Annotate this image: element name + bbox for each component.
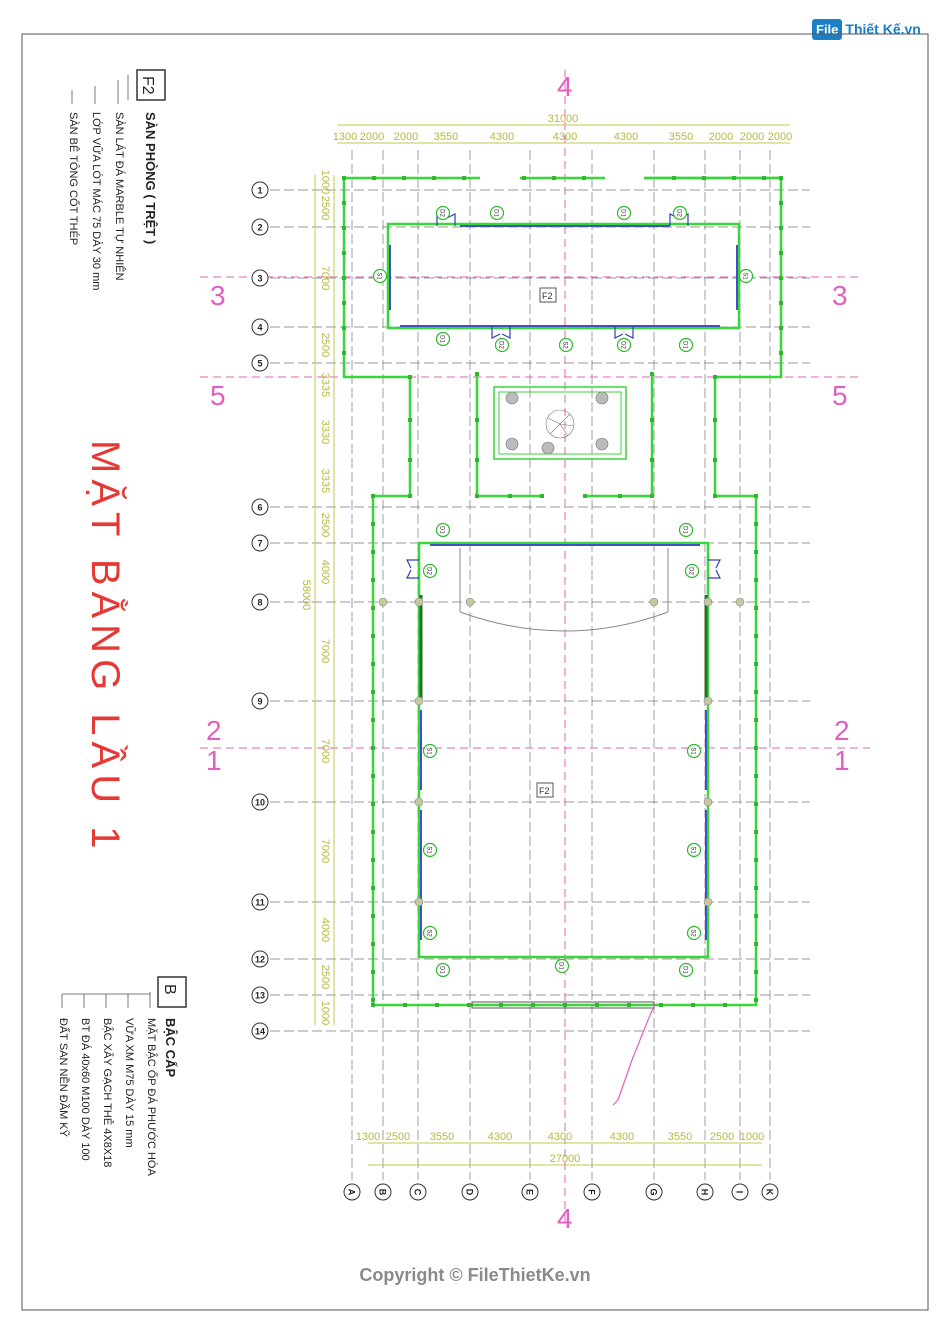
door-tag: D1 <box>619 209 626 217</box>
col-axis-label: D <box>464 1188 475 1196</box>
column-dot <box>779 351 783 355</box>
tree <box>506 438 518 450</box>
column-dot <box>371 970 375 974</box>
door-window-tags <box>374 207 753 977</box>
row-axis-label: 11 <box>255 897 265 908</box>
column-dot <box>595 1003 599 1007</box>
section-label-top: 4 <box>557 71 573 102</box>
column-marker <box>415 598 423 606</box>
col-axis-label: G <box>648 1188 659 1196</box>
column-marker <box>415 898 423 906</box>
column-dot <box>779 276 783 280</box>
column-marker <box>704 798 712 806</box>
column-dot <box>563 1003 567 1007</box>
col-axis-label: K <box>764 1188 775 1196</box>
door-tag: D1 <box>557 962 564 970</box>
column-dot <box>475 494 479 498</box>
column-dot <box>754 550 758 554</box>
column-dot <box>713 375 717 379</box>
column-dot <box>371 1003 375 1007</box>
row-axis-label: 8 <box>257 597 263 608</box>
lower-hall-wall <box>419 543 708 957</box>
column-dot <box>408 494 412 498</box>
column-dot <box>650 372 654 376</box>
section-label-1-right: 1 <box>834 745 850 776</box>
row-axis-label: 13 <box>254 990 266 1001</box>
tree <box>596 438 608 450</box>
column-dot <box>342 201 346 205</box>
copyright-text: Copyright © FileThietKe.vn <box>359 1265 591 1285</box>
column-dot <box>475 458 479 462</box>
side-dim-segment: 1000 <box>319 1000 331 1026</box>
column-dot <box>408 458 412 462</box>
row-axis-label: 1 <box>257 185 263 196</box>
row-axis-label: 6 <box>257 502 263 513</box>
door-tag: D2 <box>438 209 445 217</box>
door-tag: D2 <box>497 341 504 349</box>
room-tag-upper: F2 <box>542 291 553 301</box>
column-dot <box>371 746 375 750</box>
column-dot <box>371 522 375 526</box>
top-dim-segment: 4300 <box>613 131 639 143</box>
column-dot <box>754 998 758 1002</box>
column-dot <box>754 802 758 806</box>
legend-step-layer-1: MẶT BẬC ỐP ĐÁ PHƯỚC HÒA <box>145 1018 157 1176</box>
column-dot <box>754 662 758 666</box>
legend-floor-title: SÀN PHÒNG ( TRỆT ) <box>143 112 158 245</box>
column-dot <box>371 606 375 610</box>
door-d2-hall-right <box>708 560 720 578</box>
column-marker <box>379 598 387 606</box>
door-tag: D1 <box>438 966 445 974</box>
column-dot <box>754 858 758 862</box>
legend-floor-layer-1: SÀN LÁT ĐÁ MARBLE TỰ NHIÊN <box>113 112 125 281</box>
bottom-dim-segment: 4300 <box>547 1131 573 1143</box>
courtyard-trees <box>506 392 608 454</box>
legend-floor-layer-3: SÀN BÊ TÔNG CỐT THÉP <box>67 112 79 246</box>
dimension-lines <box>315 125 793 1165</box>
room-tag-lower: F2 <box>539 786 550 796</box>
column-axis-bubbles <box>344 1184 778 1200</box>
top-dim-segment: 2000 <box>708 131 734 143</box>
column-dot <box>531 1003 535 1007</box>
window-tag: S2 <box>425 929 432 937</box>
column-dot <box>702 176 706 180</box>
column-dot <box>342 176 346 180</box>
column-dot <box>582 176 586 180</box>
column-dot <box>779 301 783 305</box>
column-marker <box>736 598 744 606</box>
section-label-2-left: 2 <box>206 715 222 746</box>
top-dim-segment: 4300 <box>489 131 515 143</box>
side-dim-segment: 4000 <box>319 917 331 943</box>
column-dot <box>371 858 375 862</box>
column-dot <box>779 226 783 230</box>
column-dot <box>754 606 758 610</box>
door-tag: D1 <box>438 335 445 343</box>
window-tag: S1 <box>741 272 748 280</box>
column-dot <box>691 1003 695 1007</box>
column-dot <box>467 1003 471 1007</box>
window-tag: S1 <box>689 747 696 755</box>
feature-tree-branches <box>548 414 574 436</box>
column-marker <box>415 697 423 705</box>
column-dot <box>779 251 783 255</box>
side-dim-segment: 2500 <box>319 195 331 221</box>
column-dot <box>672 176 676 180</box>
row-axis-label: 10 <box>254 797 266 808</box>
column-dot <box>762 176 766 180</box>
section-label-5-left: 5 <box>210 380 226 411</box>
row-axis-bubbles <box>252 182 268 1039</box>
bottom-dim-segment: 2500 <box>385 1131 411 1143</box>
side-dim-segment: 7000 <box>319 738 331 764</box>
row-axis-label: 9 <box>257 696 263 707</box>
side-dim-segment: 2500 <box>319 512 331 538</box>
column-dot <box>583 494 587 498</box>
door-tag: D2 <box>675 209 682 217</box>
column-dot <box>475 418 479 422</box>
top-dim-total: 31000 <box>547 113 579 125</box>
bottom-dim-segment: 3550 <box>667 1131 693 1143</box>
column-dot <box>650 458 654 462</box>
side-dim-segment: 2500 <box>319 964 331 990</box>
tree <box>596 392 608 404</box>
door-tag: D2 <box>687 567 694 575</box>
legend-step-title: BẬC CẤP <box>163 1018 178 1078</box>
col-axis-label: C <box>412 1188 423 1196</box>
door-tag: D2 <box>425 567 432 575</box>
top-dim-segment: 2000 <box>393 131 419 143</box>
tree <box>506 392 518 404</box>
side-dim-segment: 3330 <box>319 419 331 445</box>
column-dot <box>342 351 346 355</box>
window-tag: S1 <box>375 272 382 280</box>
column-dot <box>432 176 436 180</box>
column-dot <box>754 578 758 582</box>
top-dim-segment: 4300 <box>552 131 578 143</box>
column-dot <box>732 176 736 180</box>
column-dot <box>723 1003 727 1007</box>
column-dot <box>713 458 717 462</box>
side-dim-segment: 3335 <box>319 468 331 494</box>
bottom-dim-segment: 2500 <box>709 1131 735 1143</box>
door-d2-hall-left <box>407 560 419 578</box>
row-axis-label: 5 <box>257 358 263 369</box>
column-dot <box>462 176 466 180</box>
column-dot <box>342 226 346 230</box>
column-dot <box>371 914 375 918</box>
column-dot <box>754 914 758 918</box>
column-dot <box>342 326 346 330</box>
legend-step-code: B <box>161 984 178 995</box>
row-axis-label: 2 <box>257 222 263 233</box>
column-dot <box>371 634 375 638</box>
column-dot <box>754 634 758 638</box>
column-dot <box>371 690 375 694</box>
column-dot <box>371 830 375 834</box>
column-dot <box>618 494 622 498</box>
bottom-dim-total: 27000 <box>549 1153 581 1165</box>
row-axis-label: 14 <box>254 1026 266 1037</box>
column-dot <box>754 746 758 750</box>
column-dot <box>779 176 783 180</box>
column-dot <box>408 418 412 422</box>
legend-floor-code: F2 <box>139 76 156 95</box>
column-dot <box>342 301 346 305</box>
column-dot <box>475 372 479 376</box>
section-label-3-left: 3 <box>210 280 226 311</box>
column-dot <box>371 494 375 498</box>
column-dot <box>371 550 375 554</box>
section-markers <box>206 71 850 1234</box>
bottom-dim-segment: 3550 <box>429 1131 455 1143</box>
column-dot <box>372 176 376 180</box>
window-tag: S1 <box>425 747 432 755</box>
col-axis-label: H <box>699 1188 710 1196</box>
column-dot <box>754 774 758 778</box>
top-dim-segment: 3550 <box>433 131 459 143</box>
bottom-dim-segment: 4300 <box>609 1131 635 1143</box>
side-dim-segment: 7000 <box>319 638 331 664</box>
door-tag: D1 <box>681 966 688 974</box>
side-dim-total: 58000 <box>300 579 312 611</box>
window-tag: S2 <box>689 929 696 937</box>
column-dots <box>342 176 783 1007</box>
row-axis-label: 12 <box>254 954 266 965</box>
column-dot <box>659 1003 663 1007</box>
top-dim-segment: 2000 <box>739 131 765 143</box>
legend-floor <box>67 70 165 290</box>
logo-text: Thiết Kế.vn <box>845 21 921 37</box>
column-dot <box>552 176 556 180</box>
upper-room-wall <box>388 224 739 328</box>
row-axis-label: 4 <box>257 322 263 333</box>
legend-step-layer-4: BT ĐÁ 40x60 M100 DÀY 100 <box>79 1018 91 1161</box>
section-label-2-right: 2 <box>834 715 850 746</box>
column-dot <box>713 494 717 498</box>
column-marker <box>415 798 423 806</box>
column-dot <box>371 942 375 946</box>
column-dot <box>754 830 758 834</box>
column-dot <box>408 375 412 379</box>
column-dot <box>650 494 654 498</box>
top-dim-segment: 3550 <box>668 131 694 143</box>
drawing-title <box>83 440 129 854</box>
column-dot <box>779 201 783 205</box>
column-dot <box>754 522 758 526</box>
bottom-dim-segment: 1300 <box>355 1131 381 1143</box>
logo-mark: File <box>812 19 842 40</box>
legend-step-layer-5: ĐẤT SAN NỀN ĐẦM KỸ <box>57 1018 69 1137</box>
window-tag: S1 <box>689 846 696 854</box>
door-tag: D1 <box>681 341 688 349</box>
column-dot <box>522 176 526 180</box>
side-dim-segment: 7000 <box>319 838 331 864</box>
legend-floor-layer-2: LỚP VỮA LÓT MÁC 75 DÀY 30 mm <box>90 112 102 291</box>
legend-step-layer-2: VỮA XM M75 DÀY 15 mm <box>123 1018 135 1148</box>
column-marker <box>704 898 712 906</box>
column-dot <box>402 176 406 180</box>
column-dot <box>342 251 346 255</box>
walls <box>344 178 781 1005</box>
column-dot <box>403 1003 407 1007</box>
row-axis-label: 7 <box>257 538 263 549</box>
upper-block-outer-wall <box>344 178 781 1005</box>
column-dot <box>435 1003 439 1007</box>
column-dot <box>371 774 375 778</box>
column-dot <box>540 494 544 498</box>
column-dot <box>342 276 346 280</box>
column-dot <box>650 418 654 422</box>
side-dim-segment: 4000 <box>319 559 331 585</box>
top-dim-segment: 2000 <box>767 131 793 143</box>
window-tag: S1 <box>425 846 432 854</box>
section-label-3-right: 3 <box>832 280 848 311</box>
column-dot <box>371 998 375 1002</box>
col-axis-label: B <box>377 1188 388 1196</box>
column-dot <box>499 1003 503 1007</box>
column-marker <box>704 697 712 705</box>
door-tag: D1 <box>492 209 499 217</box>
legend-step-layer-3: BẬC XÂY GẠCH THẺ 4X8X18 <box>101 1018 113 1168</box>
column-dot <box>754 718 758 722</box>
column-dot <box>371 662 375 666</box>
doors <box>407 214 720 578</box>
bottom-dim-segment: 4300 <box>487 1131 513 1143</box>
column-dot <box>371 802 375 806</box>
section-label-5-right: 5 <box>832 380 848 411</box>
bottom-dim-segment: 1000 <box>739 1131 765 1143</box>
section-lines <box>200 70 870 1225</box>
column-dot <box>508 494 512 498</box>
column-dot <box>371 578 375 582</box>
door-tag: D2 <box>619 341 626 349</box>
top-dim-segment: 1300 <box>332 131 358 143</box>
side-dim-segment: 2500 <box>319 332 331 358</box>
tree <box>542 442 554 454</box>
column-marker <box>466 598 474 606</box>
col-axis-label: E <box>524 1188 535 1196</box>
column-dot <box>754 886 758 890</box>
door-tag: D1 <box>438 526 445 534</box>
column-dot <box>754 690 758 694</box>
side-dim-segment: 1000 <box>319 169 331 195</box>
column-dot <box>779 326 783 330</box>
column-marker <box>650 598 658 606</box>
side-dim-segment: 3335 <box>319 372 331 398</box>
column-dot <box>754 494 758 498</box>
column-dot <box>627 1003 631 1007</box>
legend-step <box>57 977 186 1176</box>
section-label-bottom: 4 <box>557 1203 573 1234</box>
col-axis-label: F <box>586 1189 597 1195</box>
side-dim-segment: 7000 <box>319 265 331 291</box>
column-dot <box>371 718 375 722</box>
section-label-1-left: 1 <box>206 745 222 776</box>
row-axis-label: 3 <box>257 273 263 284</box>
drawing-title-text: MẶT BẰNG LẦU 1 <box>83 440 127 855</box>
column-dot <box>754 970 758 974</box>
column-dot <box>371 886 375 890</box>
balcony-curve <box>460 612 668 631</box>
top-dim-segment: 2000 <box>359 131 385 143</box>
row-axis-lines <box>270 190 810 1031</box>
col-axis-label: A <box>346 1188 357 1196</box>
door-tag: D1 <box>681 526 688 534</box>
col-axis-label: I <box>734 1190 745 1194</box>
column-dot <box>713 418 717 422</box>
column-marker <box>704 598 712 606</box>
window-tag: S2 <box>561 341 568 349</box>
stair-profile <box>613 1004 655 1105</box>
column-dot <box>754 942 758 946</box>
